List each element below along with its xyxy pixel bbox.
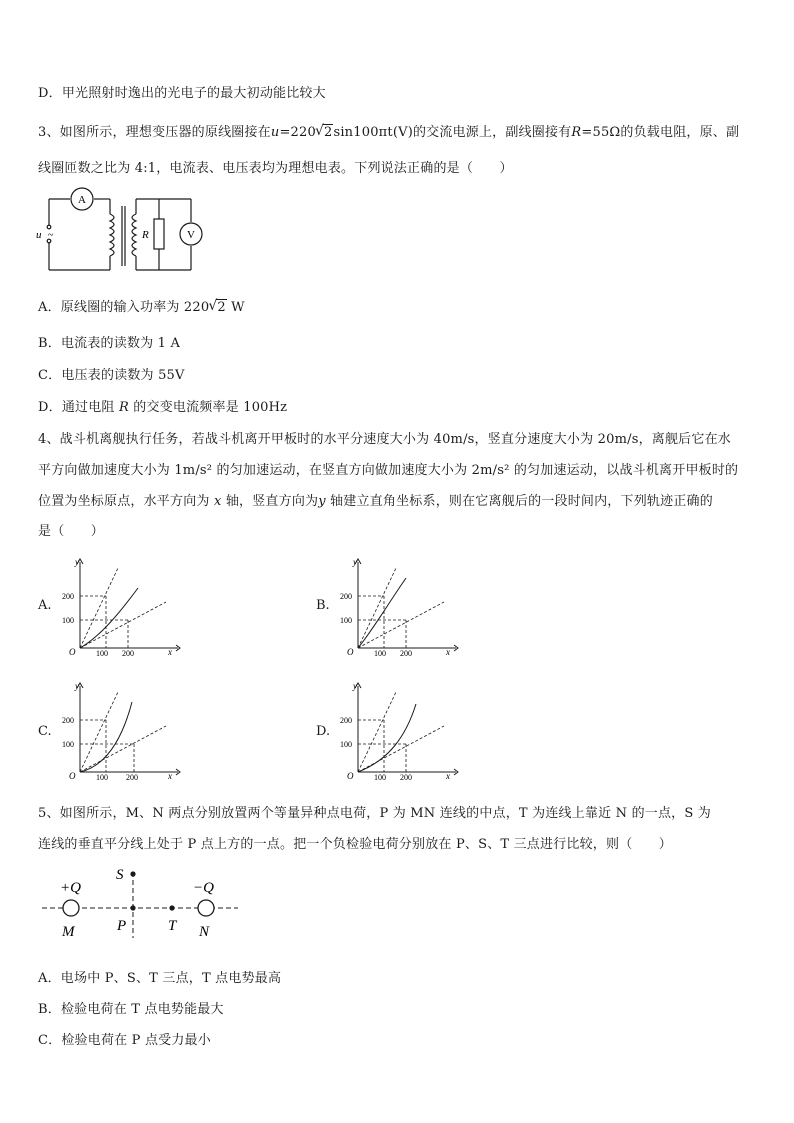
voltmeter-label: V xyxy=(187,229,195,241)
transformer-circuit-diagram xyxy=(34,186,234,276)
q3-option-b: B．电流表的读数为 1 A xyxy=(38,336,181,351)
svg-text:O: O xyxy=(69,647,76,657)
resistor-symbol xyxy=(154,219,164,249)
svg-text:200: 200 xyxy=(340,592,352,601)
label-s: S xyxy=(116,867,124,883)
svg-text:O: O xyxy=(69,771,76,781)
graph-option-a xyxy=(62,556,186,658)
q4-stem-line2: 平方向做加速度大小为 1m/s² 的匀加速运动，在竖直方向做加速度大小为 2m/s² 的匀加速运动，以战斗机离开甲板时的 xyxy=(38,463,739,478)
svg-text:O: O xyxy=(347,771,354,781)
svg-text:x: x xyxy=(446,771,450,781)
q4-option-c-label: C. xyxy=(38,724,52,739)
svg-text:200: 200 xyxy=(400,773,412,782)
svg-text:100: 100 xyxy=(340,740,352,749)
q5-stem-line2: 连线的垂直平分线上处于 P 点上方的一点。把一个负检验电荷分别放在 P、S、T 三点进行比较，则（ ） xyxy=(38,837,673,852)
svg-text:200: 200 xyxy=(62,716,74,725)
svg-text:x: x xyxy=(446,647,450,657)
q5-option-c: C．检验电荷在 P 点受力最小 xyxy=(38,1033,211,1048)
point-s-marker xyxy=(130,871,135,876)
q3-option-c: C．电压表的读数为 55V xyxy=(38,368,185,383)
label-m: M xyxy=(62,924,75,940)
q4-option-b-label: B. xyxy=(316,598,330,613)
svg-text:100: 100 xyxy=(62,616,74,625)
svg-text:y: y xyxy=(75,681,79,691)
svg-text:100: 100 xyxy=(374,773,386,782)
label-minus-q: −Q xyxy=(193,880,214,896)
q3-stem-line1: 3、如图所示，理想变压器的原线圈接在u=220√ 2sin100πt(V)的交流电源上，副线圈接有R=55Ω的负载电阻，原、副 xyxy=(38,121,739,140)
svg-text:200: 200 xyxy=(400,649,412,658)
graph-option-b xyxy=(340,556,464,658)
charge-m-icon xyxy=(63,900,79,916)
svg-text:O: O xyxy=(347,647,354,657)
q5-option-a: A．电场中 P、S、T 三点，T 点电势最高 xyxy=(38,971,282,986)
q5-option-b: B．检验电荷在 T 点电势能最大 xyxy=(38,1002,224,1017)
svg-text:y: y xyxy=(353,557,357,567)
point-charges-diagram xyxy=(38,860,248,940)
svg-text:100: 100 xyxy=(62,740,74,749)
sqrt-symbol: √ 2 xyxy=(316,125,333,140)
source-label: u xyxy=(36,229,42,241)
svg-text:200: 200 xyxy=(62,592,74,601)
svg-text:100: 100 xyxy=(96,649,108,658)
label-p: P xyxy=(117,918,127,934)
point-p-marker xyxy=(130,905,135,910)
graph-option-d xyxy=(340,680,464,782)
label-plus-q: +Q xyxy=(60,880,81,896)
q4-option-a-label: A. xyxy=(38,598,52,613)
q3-option-d: D．通过电阻 R 的交变电流频率是 100Hz xyxy=(38,400,288,415)
svg-text:200: 200 xyxy=(126,773,138,782)
graph-option-c xyxy=(62,680,186,782)
svg-text:200: 200 xyxy=(340,716,352,725)
label-t: T xyxy=(168,918,177,934)
prev-option-d: D．甲光照射时逸出的光电子的最大初动能比较大 xyxy=(38,86,326,101)
resistor-label: R xyxy=(142,229,149,241)
label-n: N xyxy=(199,924,210,940)
q3-stem-line2: 线圈匝数之比为 4:1，电流表、电压表均为理想电表。下列说法正确的是（ ） xyxy=(38,161,513,176)
svg-text:x: x xyxy=(168,647,172,657)
svg-text:y: y xyxy=(75,557,79,567)
q4-stem-line1: 4、战斗机离舰执行任务，若战斗机离开甲板时的水平分速度大小为 40m/s，竖直分速度大小为 20m/s，离舰后它在水 xyxy=(38,432,731,447)
q4-stem-line4: 是（ ） xyxy=(38,524,105,539)
svg-text:x: x xyxy=(168,771,172,781)
svg-text:100: 100 xyxy=(340,616,352,625)
q4-option-d-label: D. xyxy=(316,724,331,739)
svg-text:100: 100 xyxy=(96,773,108,782)
ammeter-label: A xyxy=(78,194,86,206)
charge-n-icon xyxy=(198,900,214,916)
svg-text:200: 200 xyxy=(122,649,134,658)
point-t-marker xyxy=(169,905,174,910)
q3-option-a: A．原线圈的输入功率为 220√ 2 W xyxy=(38,296,245,315)
q4-stem-line3: 位置为坐标原点，水平方向为 x 轴，竖直方向为y 轴建立直角坐标系，则在它离舰后的一段时间内，下列轨迹正确的 xyxy=(38,494,713,509)
q5-stem-line1: 5、如图所示，M、N 两点分别放置两个等量异种点电荷，P 为 MN 连线的中点，T 为连线上靠近 N 的一点，S 为 xyxy=(38,806,712,821)
ac-tilde: ~ xyxy=(48,230,54,241)
svg-text:100: 100 xyxy=(374,649,386,658)
svg-text:y: y xyxy=(353,681,357,691)
